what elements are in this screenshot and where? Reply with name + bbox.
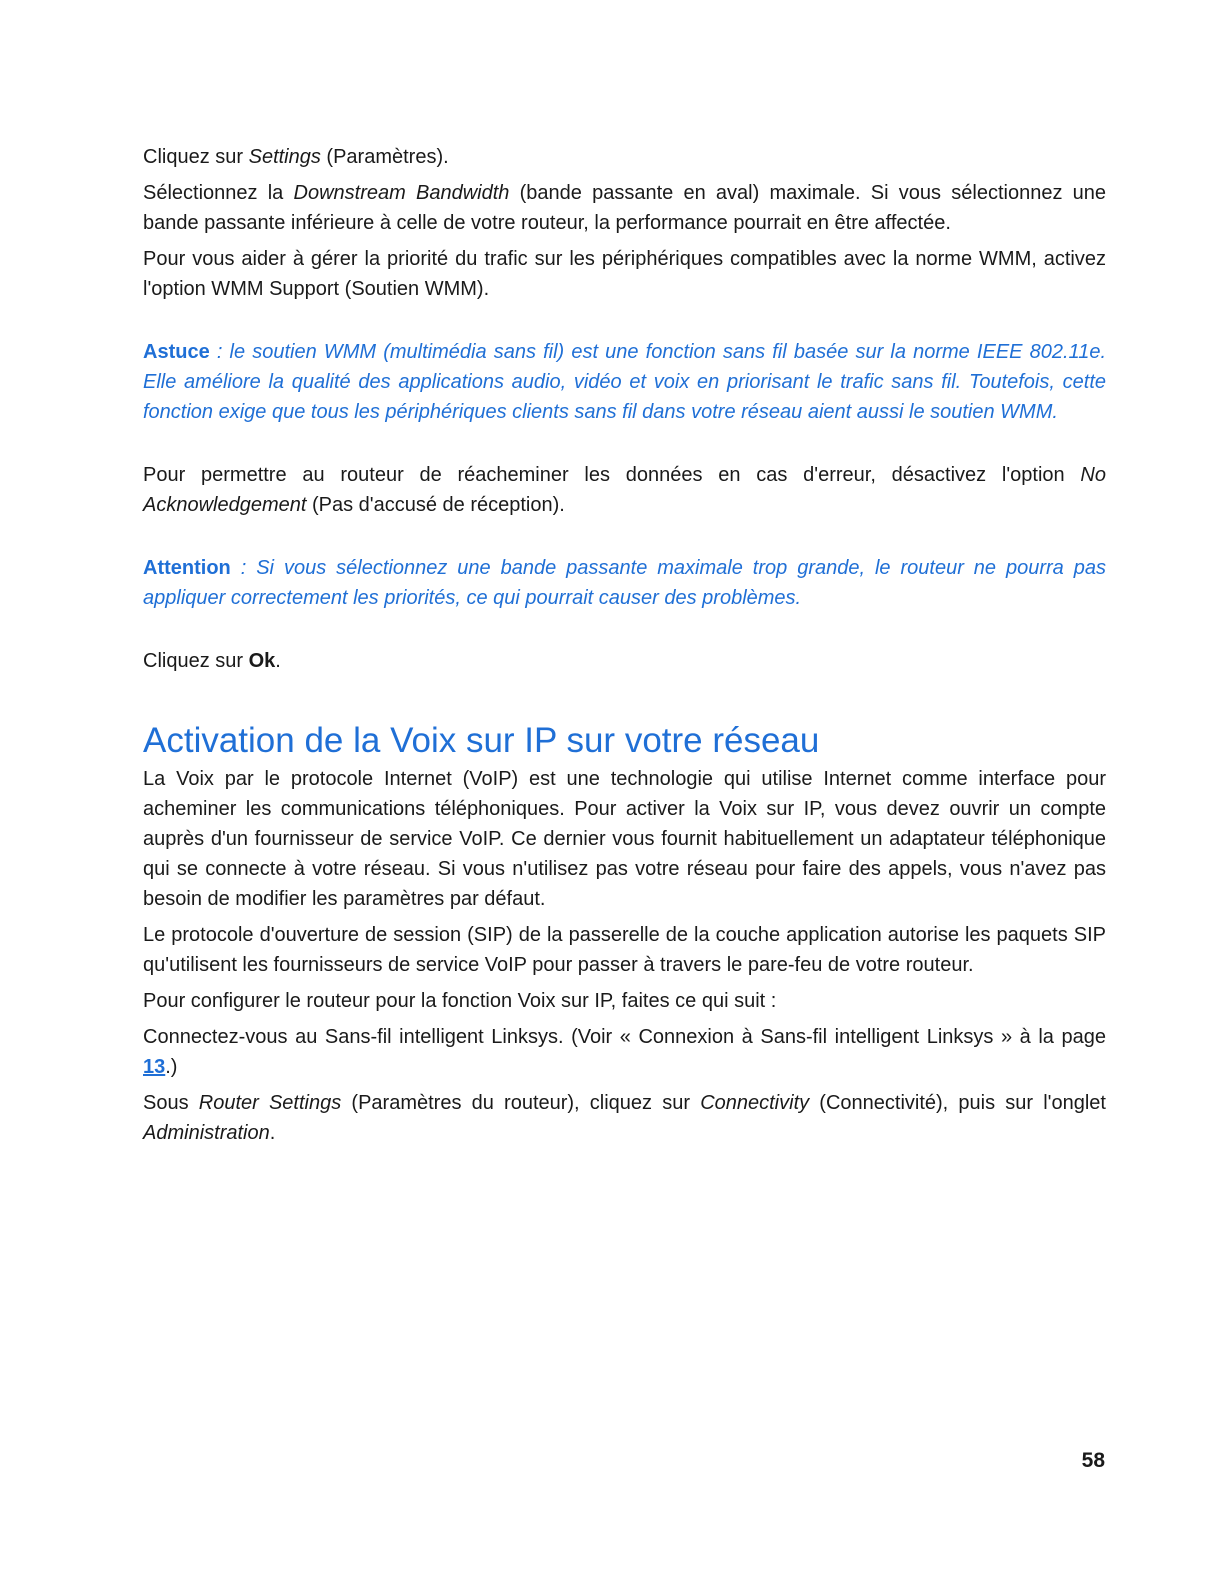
text: Sous	[143, 1092, 199, 1114]
step-router-settings	[143, 1088, 1106, 1148]
text: (bande passante en aval) maximale. Si vous sélectionnez une bande passante inférieure à celle de votre routeur, la performance pourrait en être affectée.	[143, 182, 1107, 234]
text: .	[269, 1122, 276, 1144]
tip-text: le soutien WMM (multimédia sans fil) est une fonction sans fil basée sur la norme IEEE 802.11e. Elle améliore la qualité des applications audio, vidéo et voix en priorisant le trafic sans fil. Toutefois, cette fonction exige que tous les périphériques clients sans fil dans votre réseau aient aussi le soutien WMM.	[143, 341, 1106, 423]
page-link[interactable]: 13	[143, 1056, 166, 1078]
page-content	[143, 142, 1106, 1148]
step-click-settings	[143, 142, 1106, 172]
tip-label: Astuce	[143, 341, 210, 363]
voip-intro: La Voix par le protocole Internet (VoIP) est une technologie qui utilise Internet comme interface pour acheminer les communications téléphoniques. Pour activer la Voix sur IP, vous devez ouvrir un compte auprès d'un fournisseur de service VoIP. Ce dernier vous fournit habituellement un adaptateur téléphonique qui se connecte à votre réseau. Si vous n'utilisez pas votre réseau pour faire des appels, vous n'avez pas besoin de modifier les paramètres par défaut.	[143, 768, 1106, 910]
section-heading: Activation de la Voix sur IP sur votre réseau	[143, 721, 820, 760]
text: (Paramètres).	[320, 146, 449, 168]
text: Cliquez sur	[143, 650, 249, 672]
term-settings: Settings	[248, 146, 321, 168]
separator: :	[209, 341, 230, 363]
text: (Connectivité), puis sur l'onglet	[809, 1092, 1106, 1114]
text: (Pas d'accusé de réception).	[306, 494, 565, 516]
text: .	[275, 650, 281, 672]
text: .)	[165, 1056, 178, 1078]
text: Sélectionnez la	[143, 182, 294, 204]
step-select-bandwidth	[143, 178, 1106, 238]
page-number: 58	[1081, 1449, 1105, 1472]
text: Connectez-vous au Sans-fil intelligent Linksys. (Voir « Connexion à Sans-fil intelligent Linksys » à la page	[143, 1026, 1106, 1048]
voip-config-intro: Pour configurer le routeur pour la fonction Voix sur IP, faites ce qui suit :	[143, 990, 777, 1012]
text: Cliquez sur	[143, 146, 249, 168]
term-no-acknowledgement: No Acknowledgement	[143, 464, 1106, 516]
warning-note	[143, 553, 1106, 613]
separator: :	[230, 557, 257, 579]
term-administration: Administration	[143, 1122, 270, 1144]
term-router-settings: Router Settings	[198, 1092, 342, 1114]
step-login	[143, 1022, 1106, 1082]
term-ok: Ok	[248, 650, 276, 672]
warning-text: Si vous sélectionnez une bande passante maximale trop grande, le routeur ne pourra pas appliquer correctement les priorités, ce qui pourrait causer des problèmes.	[143, 557, 1106, 609]
step-enable-wmm: Pour vous aider à gérer la priorité du trafic sur les périphériques compatibles avec la norme WMM, activez l'option WMM Support (Soutien WMM).	[143, 248, 1106, 300]
term-connectivity: Connectivity	[700, 1092, 810, 1114]
text: (Paramètres du routeur), cliquez sur	[341, 1092, 701, 1114]
tip-note	[143, 337, 1106, 427]
warning-label: Attention	[143, 557, 231, 579]
sip-description: Le protocole d'ouverture de session (SIP) de la passerelle de la couche application autorise les paquets SIP qu'utilisent les fournisseurs de service VoIP pour passer à travers le pare-feu de votre routeur.	[143, 924, 1106, 976]
term-downstream-bandwidth: Downstream Bandwidth	[293, 182, 510, 204]
step-no-acknowledgement	[143, 460, 1106, 520]
step-click-ok	[143, 646, 1106, 676]
text: Pour permettre au routeur de réacheminer les données en cas d'erreur, désactivez l'option	[143, 464, 1081, 486]
